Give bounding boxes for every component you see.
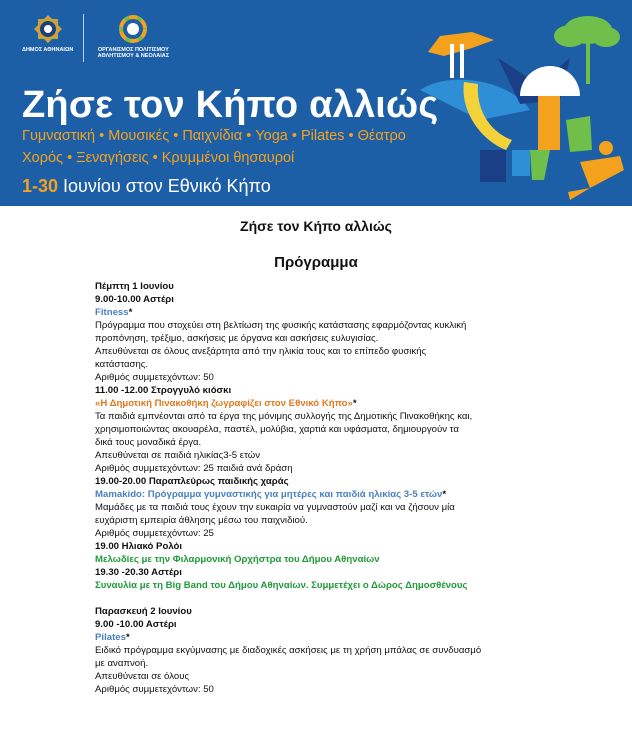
event-participants: Αριθμός συμμετεχόντων: 50 xyxy=(95,684,214,695)
event-time-place: 11.00 -12.00 Στρογγυλό κιόσκι xyxy=(95,385,232,396)
green-shape-icon xyxy=(566,116,592,152)
document-subtitle: Πρόγραμμα xyxy=(274,254,358,271)
organization-ring-icon xyxy=(118,14,148,44)
event-participants: Αριθμός συμμετεχόντων: 50 xyxy=(95,372,214,383)
event-time-place: 19.00-20.00 Παραπλεύρως παιδικής χαράς xyxy=(95,476,289,487)
event-description: δικά τους μοναδικά έργα. xyxy=(95,437,202,448)
park-illustration xyxy=(420,0,632,206)
event-name: Mamakido: Πρόγραμμα γυμναστικής για μητέρες και παιδιά ηλικίας 3-5 ετών xyxy=(95,489,443,500)
event-asterisk: * xyxy=(125,632,130,643)
event-asterisk: * xyxy=(352,398,357,409)
tree-trunk-icon xyxy=(586,40,590,84)
logo-divider xyxy=(83,14,84,62)
day-1-date: Πέμπτη 1 Ιουνίου xyxy=(95,281,174,292)
event-time-place: 19.30 -20.30 Αστέρι xyxy=(95,567,182,578)
event-audience: Απευθύνεται σε όλους xyxy=(95,671,190,682)
event-description: ευχάριστη εμπειρία άθλησης μέσω του παιχνιδιού. xyxy=(95,515,308,526)
banner-date-text: Ιουνίου στον Εθνικό Κήπο xyxy=(58,176,271,196)
event-participants: Αριθμός συμμετεχόντων: 25 xyxy=(95,528,214,539)
document-title: Ζήσε τον Κήπο αλλιώς xyxy=(240,218,392,234)
event-description: Πρόγραμμα που στοχεύει στη βελτίωση της φυσικής κατάστασης εφαρμόζοντας κυκλική xyxy=(95,320,467,331)
event-asterisk: * xyxy=(442,489,447,500)
event-participants: Αριθμός συμμετεχόντων: 25 παιδιά ανά δράση xyxy=(95,463,293,474)
event-description: προπόνηση, τρέξιμο, ασκήσεις με όργανα και ασκήσεις ευλυγισίας. xyxy=(95,333,379,344)
event-name: Fitness xyxy=(95,307,129,318)
event-description: Τα παιδιά εμπνέονται από τα έργα της μόνιμης συλλογής της Δημοτικής Πινακοθήκης και, xyxy=(95,411,473,422)
event-audience: Απευθύνεται σε όλους ανεξάρτητα από την ηλικία τους και το επίπεδο φυσικής xyxy=(95,346,427,357)
athens-crest-icon xyxy=(33,14,63,44)
athens-logo-text: ΔΗΜΟΣ ΑΘΗΝΑΙΩΝ xyxy=(22,47,74,53)
day-2-date: Παρασκευή 2 Ιουνίου xyxy=(95,606,192,617)
banner-date-range: 1-30 xyxy=(22,176,59,196)
banner-dates xyxy=(22,176,271,197)
banner-activities-line-2: Χορός • Ξεναγήσεις • Κρυμμένοι θησαυροί xyxy=(22,150,295,166)
event-name: «Η Δημοτική Πινακοθήκη ζωγραφίζει στον Εθνικό Κήπο» xyxy=(95,398,353,409)
event-time-place: 19.00 Ηλιακό Ρολόι xyxy=(95,541,183,552)
event-banner xyxy=(0,0,632,206)
event-time-place: 9.00-10.00 Αστέρι xyxy=(95,294,174,305)
event-description: χρησιμοποιώντας ακουαρέλα, παστέλ, μολύβια, χαρτιά και υφάσματα, δημιουργούν τα xyxy=(95,424,459,435)
banner-title: Ζήσε τον Κήπο αλλιώς xyxy=(22,84,439,126)
orange-figure-icon xyxy=(599,141,613,155)
logos xyxy=(22,14,172,66)
event-time-place: 9.00 -10.00 Αστέρι xyxy=(95,619,177,630)
organization-logo-text: ΟΡΓΑΝΙΣΜΟΣ ΠΟΛΙΤΙΣΜΟΥ ΑΘΛΗΤΙΣΜΟΥ & ΝΕΟΛΑΙΑΣ xyxy=(97,47,170,59)
event-name: Pilates xyxy=(95,632,126,643)
event-name: Μελωδίες με την Φιλαρμονική Ορχήστρα του Δήμου Αθηναίων xyxy=(95,554,380,565)
event-name: Συναυλία με τη Big Band του Δήμου Αθηναίων. Συμμετέχει ο Δώρος Δημοσθένους xyxy=(95,580,468,591)
event-description: Μαμάδες με τα παιδιά τους έχουν την ευκαιρία να γυμναστούν μαζί και να ζήσουν μία xyxy=(95,502,455,513)
organization-logo xyxy=(94,14,172,59)
program-content xyxy=(95,280,535,696)
banner-activities-line-1: Γυμναστική • Μουσικές • Παιχνίδια • Yoga • Pilates • Θέατρο xyxy=(22,128,406,144)
event-asterisk: * xyxy=(128,307,133,318)
athens-logo xyxy=(22,14,73,53)
spacer xyxy=(95,592,535,605)
event-audience: κατάστασης. xyxy=(95,359,149,370)
event-description: με αναπνοή. xyxy=(95,658,149,669)
event-audience: Απευθύνεται σε παιδιά ηλικίας3-5 ετών xyxy=(95,450,261,461)
event-description: Ειδικό πρόγραμμα εκγύμνασης με διαδοχικές ασκήσεις με τη χρήση μπάλας σε συνδυασμό xyxy=(95,645,482,656)
white-dome-icon xyxy=(520,66,580,96)
